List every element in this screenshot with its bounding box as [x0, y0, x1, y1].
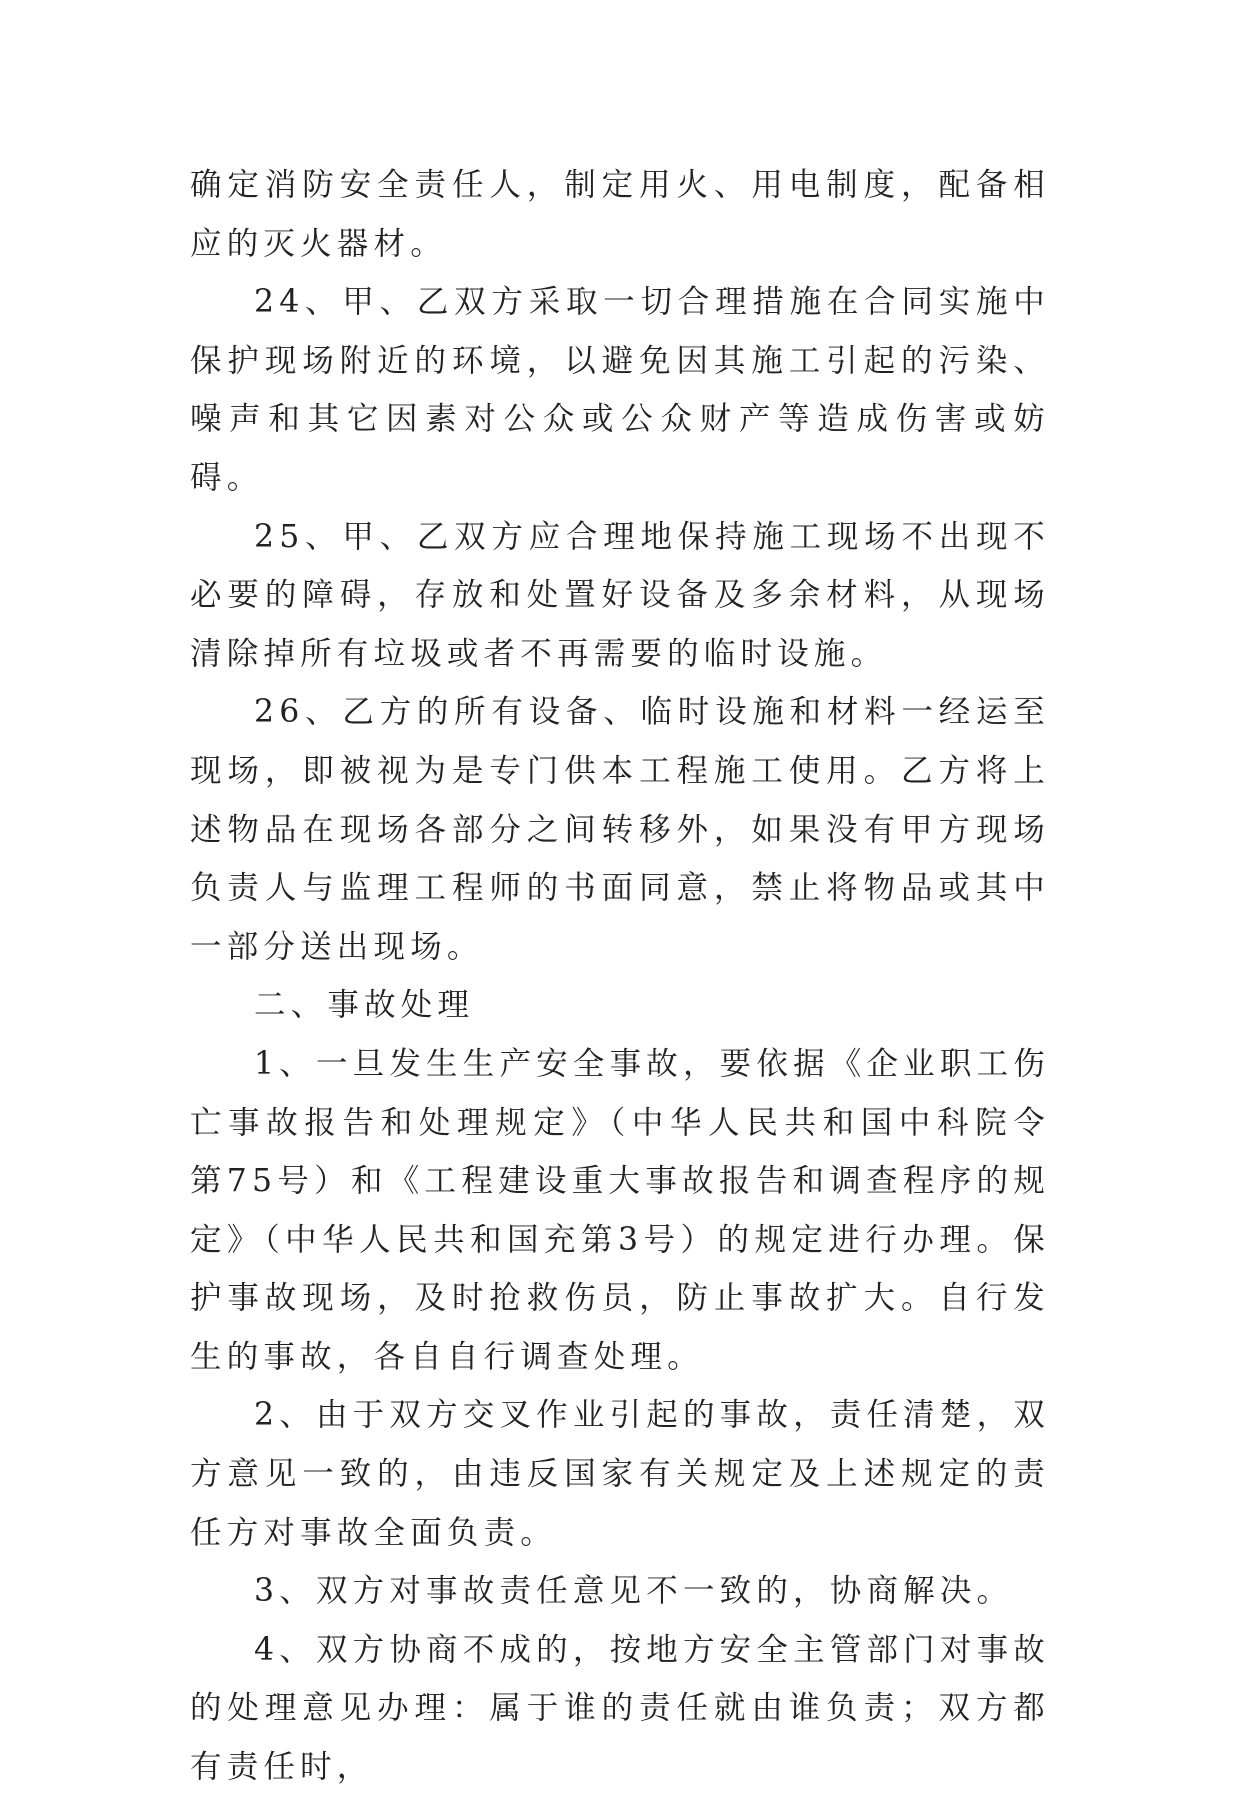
paragraph-accident-1: 1、一旦发生生产安全事故，要依据《企业职工伤亡事故报告和处理规定》（中华人民共和国中科院令第75号）和《工程建设重大事故报告和调查程序的规定》（中华人民共和国充第3号）的规定进行办理。保护事故现场，及时抢救伤员，防止事故扩大。自行发生的事故，各自自行调查处理。 [190, 1045, 1050, 1375]
paragraph-fire-safety: 确定消防安全责任人，制定用火、用电制度，配备相应的灭火器材。 [190, 167, 1050, 262]
paragraph-item-25: 25、甲、乙双方应合理地保持施工现场不出现不必要的障碍，存放和处置好设备及多余材料，从现场清除掉所有垃圾或者不再需要的临时设施。 [190, 518, 1050, 672]
paragraph-accident-2: 2、由于双方交叉作业引起的事故，责任清楚，双方意见一致的，由违反国家有关规定及上述规定的责任方对事故全面负责。 [190, 1397, 1050, 1551]
section-heading-accident-handling: 二、事故处理 [254, 987, 475, 1024]
paragraph-accident-4: 4、双方协商不成的，按地方安全主管部门对事故的处理意见办理：属于谁的责任就由谁负责；双方都有责任时， [190, 1631, 1050, 1786]
paragraph-accident-3: 3、双方对事故责任意见不一致的，协商解决。 [254, 1573, 1014, 1610]
paragraph-item-26: 26、乙方的所有设备、临时设施和材料一经运至现场，即被视为是专门供本工程施工使用。乙方将上述物品在现场各部分之间转移外，如果没有甲方现场负责人与监理工程师的书面同意，禁止将物品或其中一部分送出现场。 [190, 694, 1050, 965]
document-body [190, 156, 1050, 1797]
paragraph-item-24: 24、甲、乙双方采取一切合理措施在合同实施中保护现场附近的环境，以避免因其施工引起的污染、噪声和其它因素对公众或公众财产等造成伤害或妨碍。 [190, 284, 1050, 496]
